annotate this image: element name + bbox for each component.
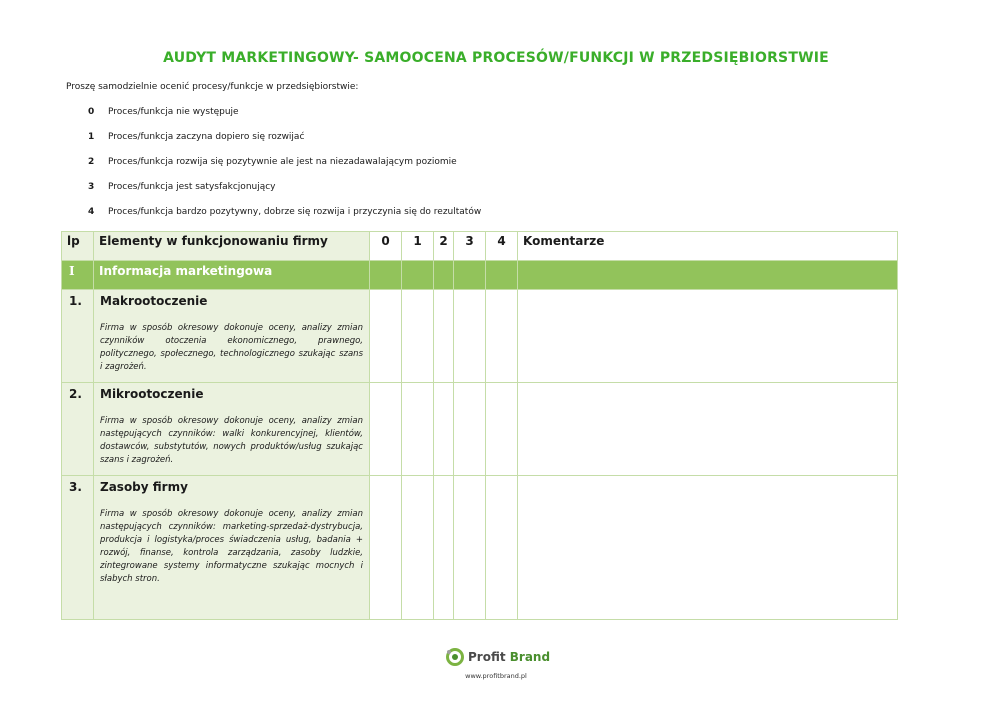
scale-number: 3 — [88, 182, 95, 192]
row-number: 2. — [62, 383, 94, 476]
row-element — [94, 290, 370, 383]
score-cell-0[interactable] — [370, 383, 402, 476]
scale-text: Proces/funkcja nie występuje — [108, 107, 239, 117]
section-row — [62, 261, 898, 290]
score-cell-1[interactable] — [402, 476, 434, 620]
scale-item — [88, 132, 304, 142]
score-cell-3[interactable] — [454, 476, 486, 620]
scale-item — [88, 207, 481, 217]
header-score-0: 0 — [370, 232, 402, 261]
footer-url: www.profitbrand.pl — [465, 672, 527, 680]
header-lp: lp — [62, 232, 94, 261]
score-cell-2[interactable] — [434, 383, 454, 476]
intro-text: Proszę samodzielnie ocenić procesy/funkcje w przedsiębiorstwie: — [66, 82, 359, 92]
score-cell-1[interactable] — [402, 383, 434, 476]
row-element — [94, 383, 370, 476]
scale-number: 2 — [88, 157, 95, 167]
row-heading: Zasoby firmy — [100, 480, 188, 494]
scale-number: 1 — [88, 132, 95, 142]
score-cell-2[interactable] — [434, 476, 454, 620]
table-row — [62, 290, 898, 383]
table-header-row — [62, 232, 898, 261]
scale-number: 4 — [88, 207, 95, 217]
section-cell — [370, 261, 402, 290]
scale-item — [88, 107, 239, 117]
row-heading: Makrootoczenie — [100, 294, 208, 308]
scale-number: 0 — [88, 107, 95, 117]
score-cell-3[interactable] — [454, 290, 486, 383]
document-title: AUDYT MARKETINGOWY- SAMOOCENA PROCESÓW/FUNKCJI W PRZEDSIĘBIORSTWIE — [163, 50, 829, 66]
scale-item — [88, 182, 276, 192]
header-comments: Komentarze — [518, 232, 898, 261]
score-cell-4[interactable] — [486, 290, 518, 383]
section-title: Informacja marketingowa — [94, 261, 370, 290]
audit-table — [61, 231, 898, 620]
header-score-1: 1 — [402, 232, 434, 261]
table-row — [62, 383, 898, 476]
row-description: Firma w sposób okresowy dokonuje oceny, analizy zmian czynników otoczenia ekonomicznego, prawnego, politycznego, społecznego, technologicznego szukając szans i zagrożeń. — [100, 323, 363, 372]
row-number: 1. — [62, 290, 94, 383]
score-cell-0[interactable] — [370, 290, 402, 383]
row-heading: Mikrootoczenie — [100, 387, 204, 401]
scale-item — [88, 157, 457, 167]
score-cell-3[interactable] — [454, 383, 486, 476]
section-cell — [518, 261, 898, 290]
comment-cell[interactable] — [518, 476, 898, 620]
row-number: 3. — [62, 476, 94, 620]
scale-text: Proces/funkcja zaczyna dopiero się rozwijać — [108, 132, 305, 142]
score-cell-4[interactable] — [486, 383, 518, 476]
row-element — [94, 476, 370, 620]
score-cell-0[interactable] — [370, 476, 402, 620]
table-row — [62, 476, 898, 620]
row-description: Firma w sposób okresowy dokonuje oceny, analizy zmian następujących czynników: marketing-sprzedaż-dystrybucja, produkcja i logistyka/proces świadczenia usług, badania + rozwój, finanse, kontrola zarządzania, zasoby ludzkie, zintegrowane systemy informatyczne szukając mocnych i słabych stron. — [100, 509, 363, 584]
section-cell — [402, 261, 434, 290]
header-score-2: 2 — [434, 232, 454, 261]
section-cell — [434, 261, 454, 290]
scale-text: Proces/funkcja jest satysfakcjonujący — [108, 182, 276, 192]
scale-text: Proces/funkcja rozwija się pozytywnie ale jest na niezadawalającym poziomie — [108, 157, 457, 167]
profit-brand-logo — [445, 647, 550, 667]
logo-brand-text: Profit Brand — [468, 650, 551, 664]
logo-mark-icon — [445, 647, 465, 667]
score-cell-4[interactable] — [486, 476, 518, 620]
comment-cell[interactable] — [518, 290, 898, 383]
header-score-4: 4 — [486, 232, 518, 261]
section-cell — [454, 261, 486, 290]
section-number: I — [62, 261, 94, 290]
scale-text: Proces/funkcja bardzo pozytywny, dobrze się rozwija i przyczynia się do rezultatów — [108, 207, 482, 217]
row-description: Firma w sposób okresowy dokonuje oceny, analizy zmian następujących czynników: walki konkurencyjnej, klientów, dostawców, substytutów, nowych produktów/usług szukając szans i zagrożeń. — [100, 416, 363, 465]
section-cell — [486, 261, 518, 290]
header-score-3: 3 — [454, 232, 486, 261]
score-cell-2[interactable] — [434, 290, 454, 383]
comment-cell[interactable] — [518, 383, 898, 476]
score-cell-1[interactable] — [402, 290, 434, 383]
header-elements: Elementy w funkcjonowaniu firmy — [94, 232, 370, 261]
